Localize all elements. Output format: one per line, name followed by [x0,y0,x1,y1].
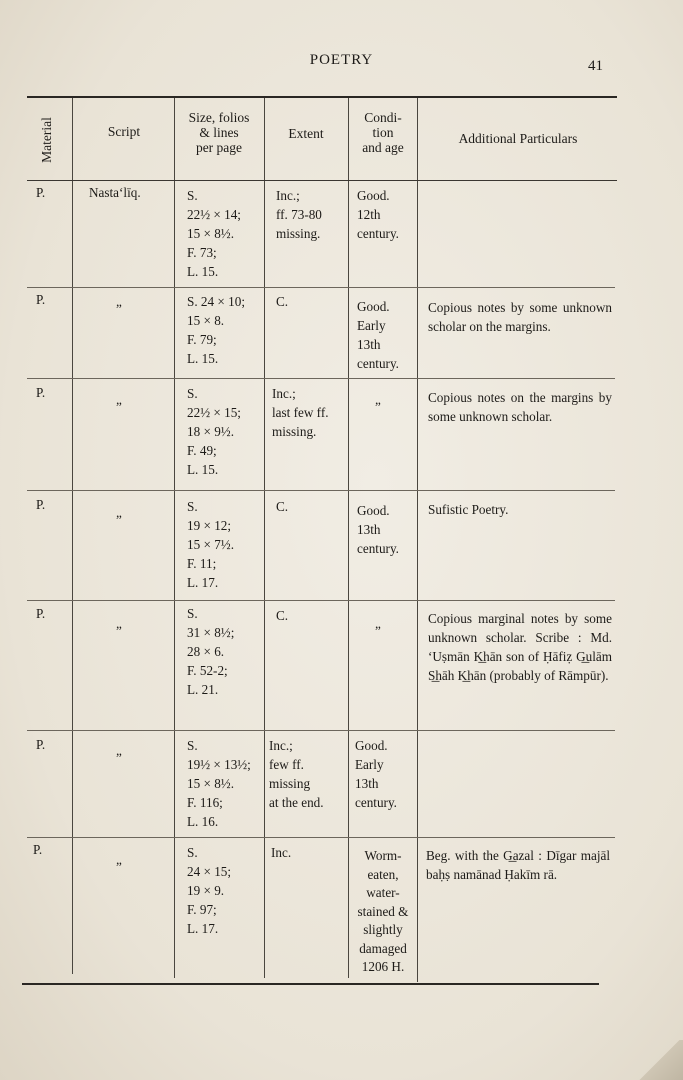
column-divider [348,98,349,978]
column-header-script: Script [107,124,141,139]
cell-condition: Good. 13th century. [357,503,399,556]
column-header-size: Size, folios & lines per page [188,110,250,155]
cell-script: Nasta‘līq. [89,185,141,200]
cell-material: P. [33,842,43,857]
cell-particulars: Beg. with the G͟azal : Dīgar majāl baḥṣ namānad Ḥakīm rā. [426,848,610,882]
column-divider [264,98,265,978]
cell-material: P. [36,385,46,400]
column-divider [72,98,73,974]
cell-size: S. 19½ × 13½; 15 × 8½. F. 116; L. 16. [187,738,251,829]
row-separator [27,490,615,491]
cell-extent: Inc.; few ff. missing at the end. [269,738,324,810]
cell-script: „ [116,294,122,309]
cell-size: S. 24 × 15; 19 × 9. F. 97; L. 17. [187,845,232,936]
cell-size: S. 24 × 10; 15 × 8. F. 79; L. 15. [187,294,245,366]
cell-particulars: Sufistic Poetry. [428,502,509,517]
cell-condition: Good. Early 13th century. [357,299,399,371]
cell-condition: Worm- eaten, water- stained & slightly damaged 1206 H. [357,848,409,974]
cell-extent: C. [276,294,289,309]
cell-extent: C. [276,499,289,514]
cell-script: „ [116,392,122,407]
cell-particulars: Copious marginal notes by some unknown scholar. Scribe : Md. ‘Uṣmān K͟hān son of Ḥāfiẓ G͟ulām S͟hāh K͟hān (probably of Rāmpūr). [428,611,612,683]
cell-extent: Inc. [271,845,292,860]
cell-condition: Good. 12th century. [357,188,399,241]
cell-script: „ [116,616,122,631]
cell-material: P. [36,292,46,307]
cell-size: S. 19 × 12; 15 × 7½. F. 11; L. 17. [187,499,234,590]
column-divider [417,98,418,982]
cell-condition: Good. Early 13th century. [355,738,397,810]
row-separator [27,600,615,601]
row-separator [27,378,615,379]
header-rule [27,180,617,181]
cell-particulars: Copious notes on the margins by some unknown scholar. [428,390,612,424]
cell-size: S. 22½ × 14; 15 × 8½. F. 73; L. 15. [187,188,241,279]
cell-script: „ [116,505,122,520]
page-corner-fold [635,1040,683,1080]
page-number: 41 [588,58,603,74]
cell-script: „ [116,852,122,867]
table-top-rule [27,96,617,98]
column-header-particulars: Additional Particulars [458,131,578,146]
cell-size: S. 31 × 8½; 28 × 6. F. 52-2; L. 21. [187,606,235,697]
cell-script: „ [116,743,122,758]
table-bottom-rule [22,983,599,985]
row-separator [27,730,615,731]
column-header-extent: Extent [288,126,324,141]
cell-particulars: Copious notes by some unknown scholar on the margins. [428,300,612,334]
column-divider [174,98,175,978]
row-separator [27,837,615,838]
column-header-condition: Condi- tion and age [362,110,404,155]
cell-material: P. [36,497,46,512]
cell-size: S. 22½ × 15; 18 × 9½. F. 49; L. 15. [187,386,241,477]
cell-material: P. [36,185,46,200]
running-title: POETRY [309,52,374,68]
cell-condition: „ [375,616,381,631]
row-separator [27,287,615,288]
cell-extent: C. [276,608,289,623]
cell-material: P. [36,606,46,621]
cell-material: P. [36,737,46,752]
cell-extent: Inc.; last few ff. missing. [272,386,329,439]
cell-extent: Inc.; ff. 73-80 missing. [276,188,322,241]
cell-condition: „ [375,392,381,407]
column-header-material: Material [39,117,55,163]
